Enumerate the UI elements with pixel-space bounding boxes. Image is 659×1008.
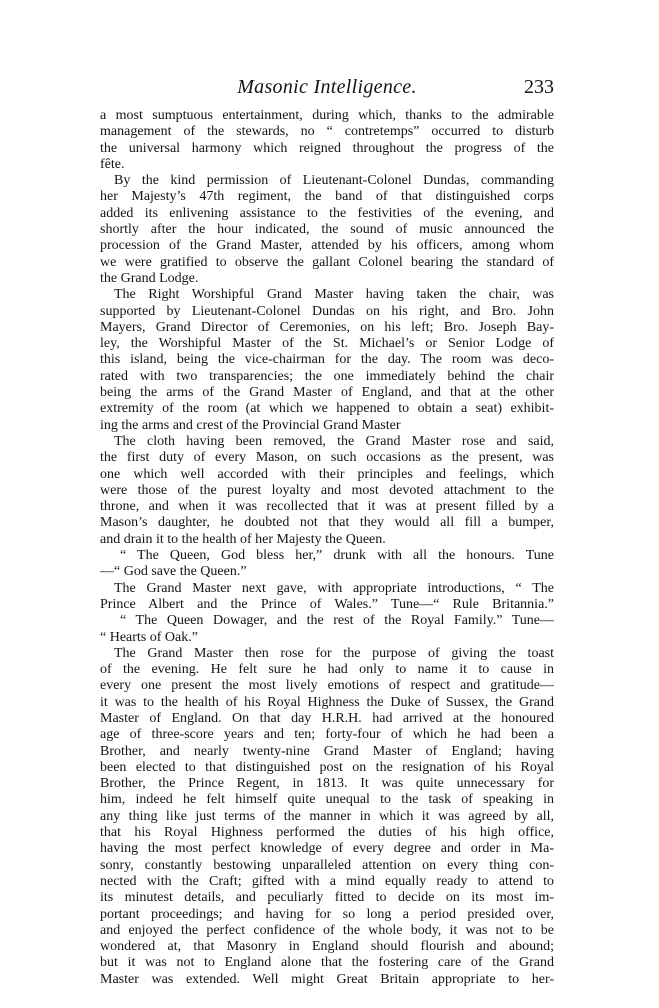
text-line: Mason’s daughter, he doubted not that they would all fill a bumper, — [100, 515, 554, 531]
text-line: this island, being the vice-chairman for the day. The room was deco- — [100, 352, 554, 368]
text-line: were those of the purest loyalty and most devoted attachment to the — [100, 482, 554, 498]
text-line: rated with two transparencies; the one immediately behind the chair — [100, 368, 554, 384]
text-line: of the evening. He felt sure he had only to name it to cause in — [100, 662, 554, 678]
text-line: been elected to that distinguished post on the resignation of his Royal — [100, 759, 554, 775]
text-line: being the arms of the Grand Master of England, and that at the other — [100, 385, 554, 401]
text-line: The Grand Master then rose for the purpose of giving the toast — [114, 645, 554, 661]
text-line: wondered at, that Masonry in England should flourish and abound; — [100, 939, 554, 955]
text-line: but it was not to England alone that the fostering care of the Grand — [100, 955, 554, 971]
text-line: the first duty of every Mason, on such occasions as the present, was — [100, 450, 554, 466]
text-line: one which well accorded with their principles and feelings, which — [100, 466, 554, 482]
text-line: “ The Queen, God bless her,” drunk with all the honours. Tune — [120, 548, 554, 564]
text-line: portant proceedings; and having for so long a period presided over, — [100, 906, 554, 922]
text-line: procession of the Grand Master, attended by his officers, among whom — [100, 238, 554, 254]
text-line: Mayers, Grand Director of Ceremonies, on his left; Bro. Joseph Bay- — [100, 319, 554, 335]
text-line: Prince Albert and the Prince of Wales.” Tune—“ Rule Britannia.” — [100, 596, 554, 612]
text-line: Master was extended. Well might Great Britain appropriate to her- — [100, 971, 554, 987]
text-line: throne, and when it was recollected that it was at present filled by a — [100, 499, 554, 515]
text-line: we were gratified to observe the gallant Colonel bearing the standard of — [100, 254, 554, 270]
text-line: any thing like just terms of the manner in which it was agreed by all, — [100, 808, 554, 824]
text-line: that his Royal Highness performed the duties of his high office, — [100, 825, 554, 841]
text-line: —“ God save the Queen.” — [100, 564, 247, 580]
text-line: age of three-score years and ten; forty-four of which he had been a — [100, 727, 554, 743]
text-line: and drain it to the health of her Majesty the Queen. — [100, 531, 386, 547]
text-line: its minutest details, and peculiarly fitted to decide on its most im- — [100, 890, 554, 906]
text-line: The Grand Master next gave, with appropriate introductions, “ The — [114, 580, 554, 596]
text-line: shortly after the hour indicated, the sound of music announced the — [100, 222, 554, 238]
text-line: ing the arms and crest of the Provincial Grand Master — [100, 417, 401, 433]
text-line: management of the stewards, no “ contretemps” occurred to disturb — [100, 124, 554, 140]
text-line: it was to the health of his Royal Highness the Duke of Sussex, the Grand — [100, 694, 554, 710]
text-line: The Right Worshipful Grand Master having taken the chair, was — [114, 287, 554, 303]
text-line: nected with the Craft; gifted with a mind equally ready to attend to — [100, 873, 554, 889]
text-line: having the most perfect knowledge of every degree and order in Ma- — [100, 841, 554, 857]
page-number: 233 — [524, 76, 554, 98]
text-line: ley, the Worshipful Master of the St. Michael’s or Senior Lodge of — [100, 336, 554, 352]
text-line: extremity of the room (at which we happened to obtain a seat) exhibit- — [100, 401, 554, 417]
text-line: him, indeed he felt himself quite unequal to the task of speaking in — [100, 792, 554, 808]
text-line: Master of England. On that day H.R.H. had arrived at the honoured — [100, 710, 554, 726]
text-line: sonry, constantly bestowing unparalleled attention on every thing con- — [100, 857, 554, 873]
text-line: By the kind permission of Lieutenant-Colonel Dundas, commanding — [114, 173, 554, 189]
text-line: The cloth having been removed, the Grand Master rose and said, — [114, 433, 554, 449]
text-line: her Majesty’s 47th regiment, the band of that distinguished corps — [100, 189, 554, 205]
text-line: a most sumptuous entertainment, during which, thanks to the admirable — [100, 108, 554, 123]
text-line: and enjoyed the perfect confidence of the whole body, it was not to be — [100, 922, 554, 938]
text-line: supported by Lieutenant-Colonel Dundas on his right, and Bro. John — [100, 303, 554, 319]
text-line: the universal harmony which reigned throughout the progress of the — [100, 140, 554, 156]
text-line: Brother, the Prince Regent, in 1813. It was quite unnecessary for — [100, 776, 554, 792]
running-title: Masonic Intelligence. — [237, 76, 417, 98]
text-line: fête. — [100, 156, 125, 172]
body-text — [100, 108, 554, 988]
text-line: added its enlivening assistance to the festivities of the evening, and — [100, 205, 554, 221]
text-line: the Grand Lodge. — [100, 270, 199, 286]
text-line: Brother, and nearly twenty-nine Grand Master of England; having — [100, 743, 554, 759]
text-line: “ The Queen Dowager, and the rest of the Royal Family.” Tune— — [120, 613, 554, 629]
text-line: every one present the most lively emotions of respect and gratitude— — [100, 678, 554, 694]
text-line: “ Hearts of Oak.” — [100, 629, 198, 645]
page-header — [100, 76, 554, 106]
